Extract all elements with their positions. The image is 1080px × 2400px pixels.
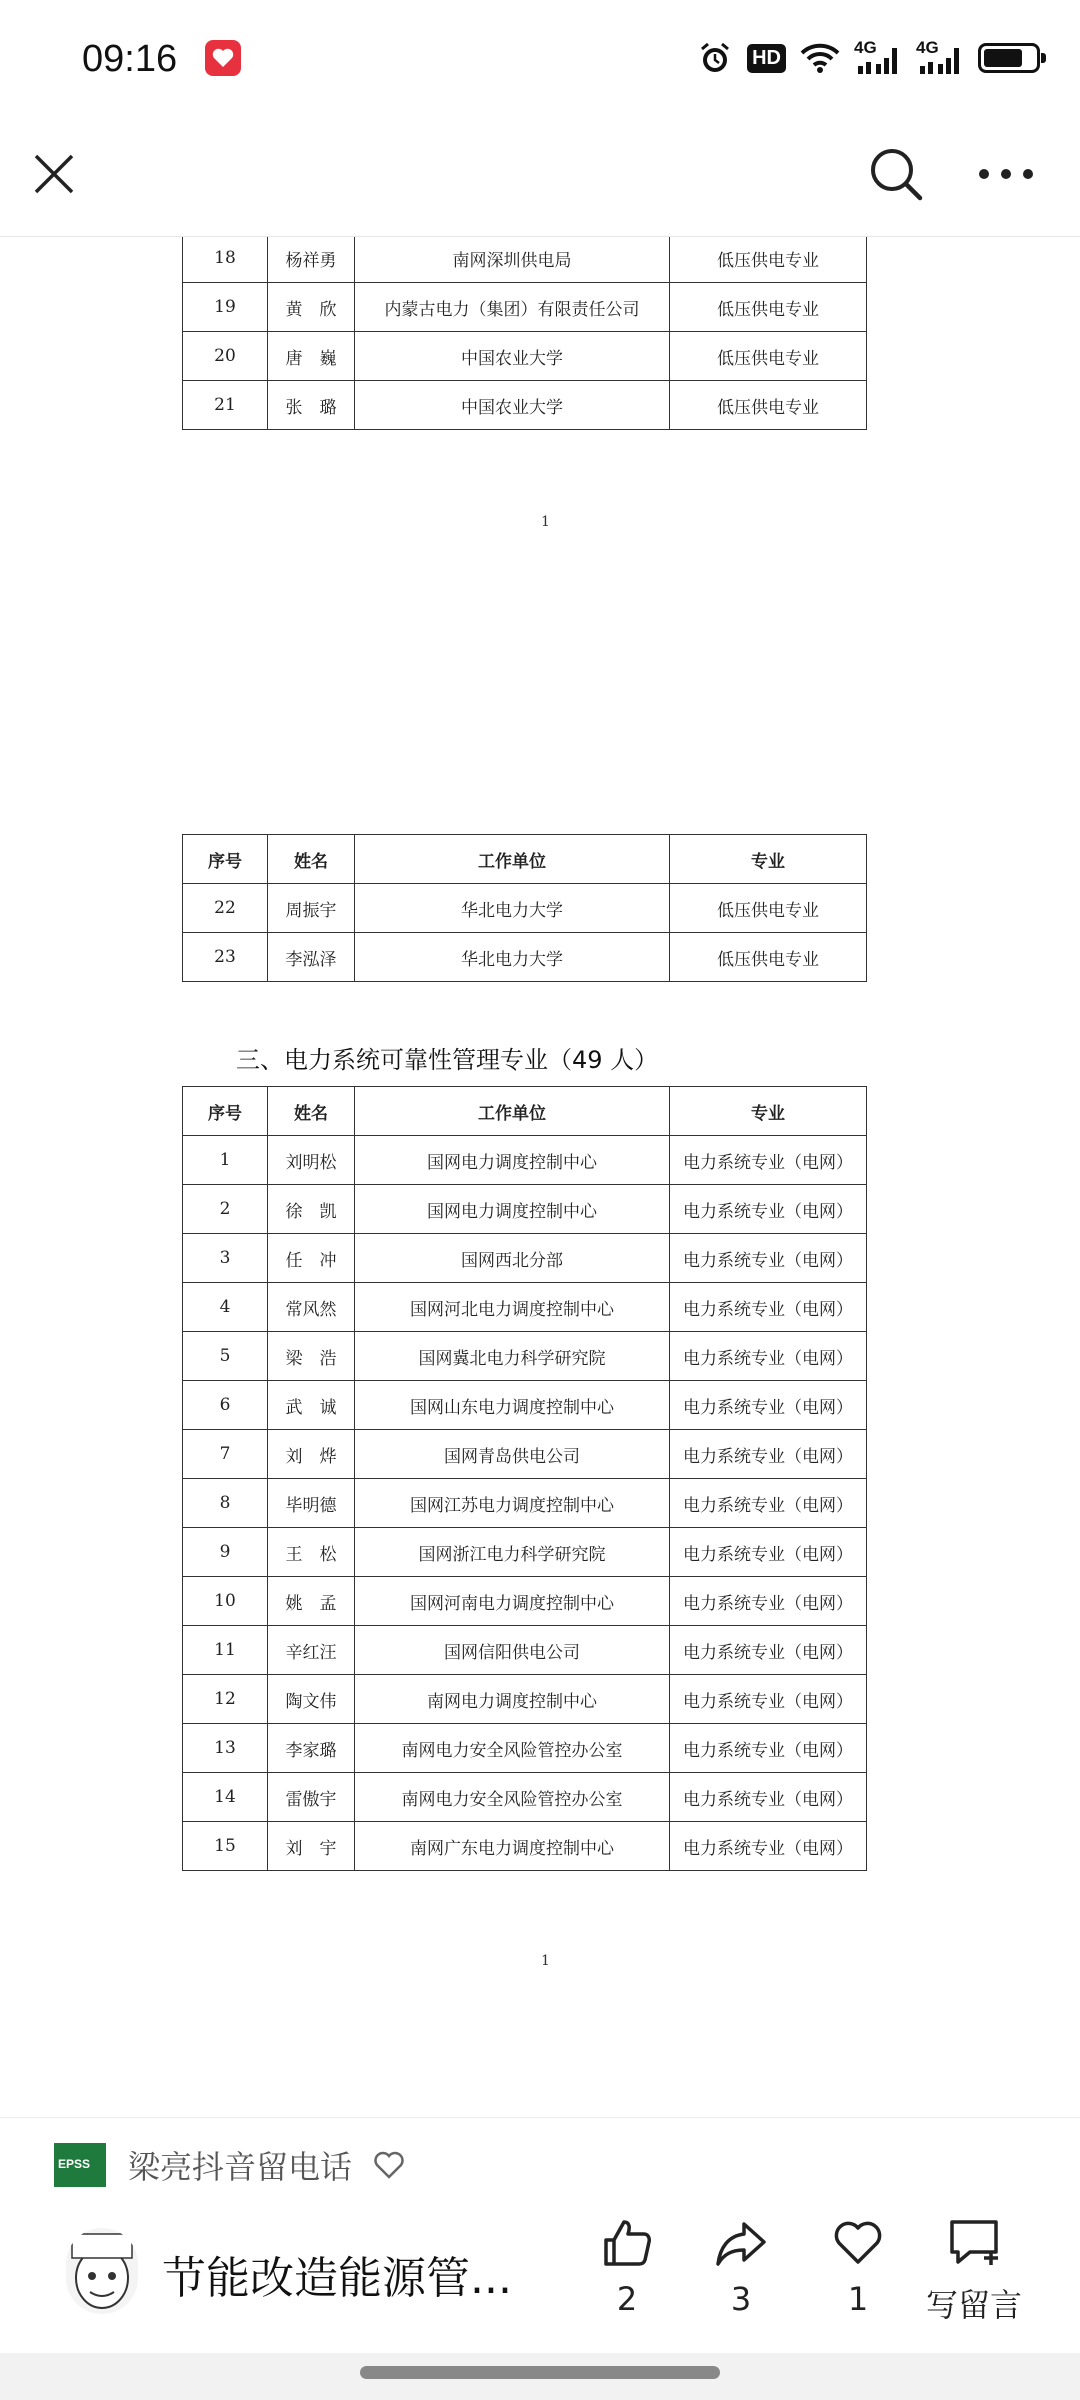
cell-employer: 国网青岛供电公司: [355, 1430, 670, 1479]
status-time: 09:16: [82, 38, 178, 80]
article-title[interactable]: 节能改造能源管...: [162, 2253, 512, 2304]
home-indicator[interactable]: [360, 2366, 720, 2379]
table-row: [183, 1430, 867, 1479]
comment-add-icon: [946, 2216, 1002, 2270]
header-name: 姓名: [268, 835, 355, 884]
close-button[interactable]: [22, 142, 86, 206]
table-row: [183, 1381, 867, 1430]
cell-index: 19: [183, 283, 268, 332]
cell-index: 20: [183, 332, 268, 381]
heart-icon: [831, 2216, 885, 2270]
cellular-signal-icon-1: 4G: [854, 40, 902, 76]
cell-specialty: 电力系统专业（电网）: [670, 1822, 867, 1871]
header-index: 序号: [183, 835, 268, 884]
cell-index: 18: [183, 237, 268, 283]
table-row: [183, 1577, 867, 1626]
cell-specialty: 电力系统专业（电网）: [670, 1283, 867, 1332]
cell-specialty: 低压供电专业: [670, 332, 867, 381]
cell-name: 刘 宇: [268, 1822, 355, 1871]
table-header-row: [183, 1087, 867, 1136]
table-row: [183, 1626, 867, 1675]
cell-employer: 国网西北分部: [355, 1234, 670, 1283]
like-count: 2: [616, 2280, 638, 2318]
cell-name: 陶文伟: [268, 1675, 355, 1724]
status-bar: [0, 0, 1080, 110]
table-row: [183, 1283, 867, 1332]
header-specialty: 专业: [670, 835, 867, 884]
source-account[interactable]: [54, 2142, 404, 2188]
table-row: [183, 1773, 867, 1822]
cell-index: 14: [183, 1773, 268, 1822]
heart-outline-icon: [374, 2151, 404, 2179]
cell-employer: 中国农业大学: [355, 332, 670, 381]
battery-icon: [978, 40, 1040, 76]
cell-index: 9: [183, 1528, 268, 1577]
article-action-bar: [0, 2117, 1080, 2354]
cell-name: 黄 欣: [268, 283, 355, 332]
cell-name: 梁 浩: [268, 1332, 355, 1381]
cell-index: 11: [183, 1626, 268, 1675]
cell-employer: 国网电力调度控制中心: [355, 1185, 670, 1234]
table-row: [183, 1136, 867, 1185]
header-specialty: 专业: [670, 1087, 867, 1136]
cell-employer: 内蒙古电力（集团）有限责任公司: [355, 283, 670, 332]
table-header-row: [183, 835, 867, 884]
favorite-button[interactable]: [803, 2216, 913, 2318]
cell-name: 任 冲: [268, 1234, 355, 1283]
search-icon: [868, 146, 924, 202]
table-row: [183, 933, 867, 982]
status-icons: [697, 38, 1040, 78]
header-index: 序号: [183, 1087, 268, 1136]
like-button[interactable]: [572, 2216, 682, 2318]
share-icon: [714, 2216, 768, 2270]
cell-employer: 华北电力大学: [355, 884, 670, 933]
page-number: 1: [541, 514, 550, 530]
cell-index: 23: [183, 933, 268, 982]
cell-name: 周振宇: [268, 884, 355, 933]
cell-specialty: 电力系统专业（电网）: [670, 1234, 867, 1283]
cell-specialty: 电力系统专业（电网）: [670, 1577, 867, 1626]
more-icon: [978, 168, 1034, 180]
share-count: 3: [730, 2280, 752, 2318]
table-row: [183, 1822, 867, 1871]
cell-specialty: 低压供电专业: [670, 933, 867, 982]
table-reliability-management: [182, 1086, 867, 1871]
cell-name: 王 松: [268, 1528, 355, 1577]
table-row: [183, 283, 867, 332]
cell-employer: 国网河北电力调度控制中心: [355, 1283, 670, 1332]
cell-employer: 南网广东电力调度控制中心: [355, 1822, 670, 1871]
avatar[interactable]: [66, 2228, 138, 2314]
cell-specialty: 电力系统专业（电网）: [670, 1724, 867, 1773]
cell-employer: 国网冀北电力科学研究院: [355, 1332, 670, 1381]
hd-voice-icon: HD: [747, 40, 786, 76]
cell-specialty: 电力系统专业（电网）: [670, 1773, 867, 1822]
table-row: [183, 1332, 867, 1381]
cell-name: 李泓泽: [268, 933, 355, 982]
cell-employer: 国网河南电力调度控制中心: [355, 1577, 670, 1626]
cell-index: 4: [183, 1283, 268, 1332]
table-row: [183, 1234, 867, 1283]
cell-name: 杨祥勇: [268, 237, 355, 283]
cell-name: 武 诚: [268, 1381, 355, 1430]
cell-employer: 国网浙江电力科学研究院: [355, 1528, 670, 1577]
cell-index: 5: [183, 1332, 268, 1381]
cell-name: 李家璐: [268, 1724, 355, 1773]
cell-employer: 国网山东电力调度控制中心: [355, 1381, 670, 1430]
cell-specialty: 电力系统专业（电网）: [670, 1528, 867, 1577]
cell-index: 15: [183, 1822, 268, 1871]
cell-specialty: 低压供电专业: [670, 283, 867, 332]
more-options-button[interactable]: [974, 142, 1038, 206]
close-icon: [32, 152, 76, 196]
table-continued: [182, 237, 867, 430]
wifi-icon: [800, 40, 840, 76]
cell-index: 3: [183, 1234, 268, 1283]
cell-index: 10: [183, 1577, 268, 1626]
table-row: [183, 1528, 867, 1577]
cell-employer: 国网江苏电力调度控制中心: [355, 1479, 670, 1528]
cell-name: 刘 烨: [268, 1430, 355, 1479]
cell-index: 8: [183, 1479, 268, 1528]
cell-specialty: 电力系统专业（电网）: [670, 1626, 867, 1675]
cell-index: 21: [183, 381, 268, 430]
cell-specialty: 电力系统专业（电网）: [670, 1381, 867, 1430]
section-title: 三、电力系统可靠性管理专业（49 人）: [236, 1046, 659, 1074]
cell-index: 12: [183, 1675, 268, 1724]
cell-specialty: 电力系统专业（电网）: [670, 1479, 867, 1528]
table-row: [183, 332, 867, 381]
cell-specialty: 低压供电专业: [670, 381, 867, 430]
cell-name: 毕明德: [268, 1479, 355, 1528]
cell-specialty: 电力系统专业（电网）: [670, 1332, 867, 1381]
notification-app-icon: [205, 40, 241, 76]
search-button[interactable]: [864, 142, 928, 206]
table-row: [183, 1185, 867, 1234]
alarm-icon: [697, 40, 733, 76]
cell-name: 徐 凯: [268, 1185, 355, 1234]
cell-index: 22: [183, 884, 268, 933]
table-row: [183, 1724, 867, 1773]
table-row: [183, 237, 867, 283]
cell-employer: 南网深圳供电局: [355, 237, 670, 283]
header-name: 姓名: [268, 1087, 355, 1136]
cell-specialty: 电力系统专业（电网）: [670, 1675, 867, 1724]
comment-label: 写留言: [925, 2286, 1022, 2324]
source-logo: EPSS: [54, 2143, 106, 2187]
table-row: [183, 884, 867, 933]
cell-name: 唐 巍: [268, 332, 355, 381]
cell-name: 姚 孟: [268, 1577, 355, 1626]
header-employer: 工作单位: [355, 835, 670, 884]
share-button[interactable]: [686, 2216, 796, 2318]
cell-specialty: 电力系统专业（电网）: [670, 1185, 867, 1234]
table-row: [183, 1675, 867, 1724]
cell-name: 辛红汪: [268, 1626, 355, 1675]
cell-employer: 国网信阳供电公司: [355, 1626, 670, 1675]
source-name: 梁亮抖音留电话: [128, 2148, 353, 2186]
cell-index: 1: [183, 1136, 268, 1185]
cell-specialty: 低压供电专业: [670, 237, 867, 283]
cell-specialty: 电力系统专业（电网）: [670, 1136, 867, 1185]
document-viewer[interactable]: [0, 237, 1080, 2117]
cellular-signal-icon-2: 4G: [916, 40, 964, 76]
cell-name: 刘明松: [268, 1136, 355, 1185]
cell-employer: 华北电力大学: [355, 933, 670, 982]
top-navigation-bar: [0, 110, 1080, 237]
table-row: [183, 381, 867, 430]
thumbs-up-icon: [600, 2216, 654, 2270]
cell-index: 6: [183, 1381, 268, 1430]
favorite-count: 1: [847, 2280, 869, 2318]
table-page-2-top: [182, 834, 867, 982]
header-employer: 工作单位: [355, 1087, 670, 1136]
comment-button[interactable]: [919, 2216, 1029, 2326]
cell-name: 张 璐: [268, 381, 355, 430]
cell-employer: 国网电力调度控制中心: [355, 1136, 670, 1185]
page-number: 1: [541, 1953, 550, 1969]
cell-employer: 中国农业大学: [355, 381, 670, 430]
cell-index: 13: [183, 1724, 268, 1773]
cell-index: 7: [183, 1430, 268, 1479]
cell-name: 常风然: [268, 1283, 355, 1332]
cell-name: 雷傲宇: [268, 1773, 355, 1822]
cell-employer: 南网电力安全风险管控办公室: [355, 1724, 670, 1773]
cell-specialty: 低压供电专业: [670, 884, 867, 933]
cell-employer: 南网电力安全风险管控办公室: [355, 1773, 670, 1822]
cell-specialty: 电力系统专业（电网）: [670, 1430, 867, 1479]
cell-employer: 南网电力调度控制中心: [355, 1675, 670, 1724]
cell-index: 2: [183, 1185, 268, 1234]
table-row: [183, 1479, 867, 1528]
